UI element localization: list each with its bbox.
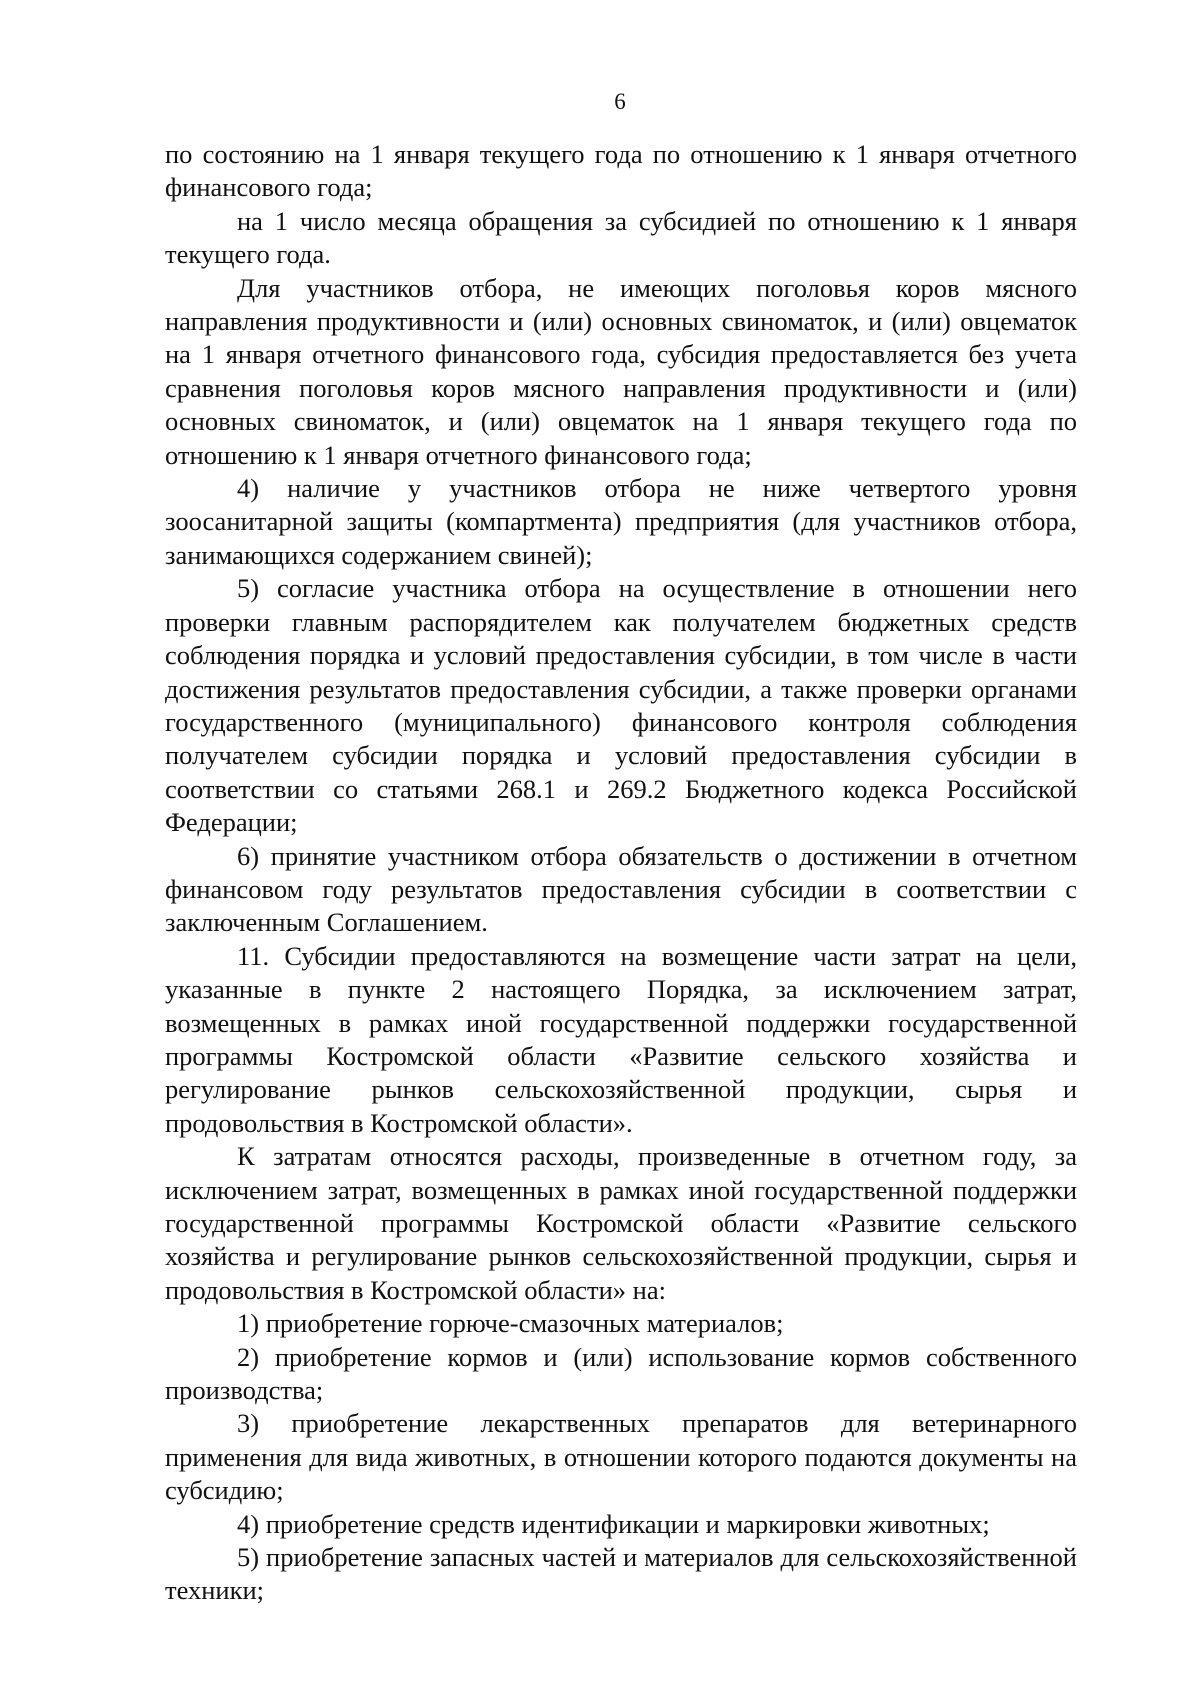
list-item: 3) приобретение лекарственных препаратов для ветеринарного применения для вида животных, в отношении которого подаются документы на субсидию;	[165, 1408, 1077, 1506]
list-item: 1) приобретение горюче-смазочных материалов;	[237, 1308, 784, 1339]
paragraph: Для участников отбора, не имеющих поголовья коров мясного направления продуктивности и (или) основных свиноматок, и (или) овцематок на 1 января отчетного финансового года, субсидия предоставляется без учета сравнения поголовья коров мясного направления продуктивности и (или) основных свиноматок, и (или) овцематок на 1 января текущего года по отношению к 1 января отчетного финансового года;	[165, 272, 1077, 470]
list-item: 5) приобретение запасных частей и материалов для сельскохозяйственной техники;	[165, 1542, 1077, 1606]
paragraph: К затратам относятся расходы, произведенные в отчетном году, за исключением затрат, возмещенных в рамках иной государственной поддержки государственной программы Костромской области «Развитие сельского хозяйства и регулирование рынков сельскохозяйственной продукции, сырья и продовольствия в Костромской области» на:	[165, 1141, 1077, 1305]
list-item: 2) приобретение кормов и (или) использование кормов собственного производства;	[165, 1341, 1077, 1406]
list-item: 5) согласие участника отбора на осуществление в отношении него проверки главным распорядителем как получателем бюджетных средств соблюдения порядка и условий предоставления субсидии, в том числе в части достижения результатов предоставления субсидии, а также проверки органами государственного (муниципального) финансового контроля соблюдения получателем субсидии порядка и условий предоставления субсидии в соответствии со статьями 268.1 и 269.2 Бюджетного кодекса Российской Федерации;	[165, 573, 1077, 838]
clause-11: 11. Субсидии предоставляются на возмещение части затрат на цели, указанные в пункте 2 настоящего Порядка, за исключением затрат, возмещенных в рамках иной государственной поддержки государственной программы Костромской области «Развитие сельского хозяйства и регулирование рынков сельскохозяйственной продукции, сырья и продовольствия в Костромской области».	[165, 940, 1077, 1138]
list-item: 4) приобретение средств идентификации и маркировки животных;	[237, 1508, 990, 1539]
page-number: 6	[614, 89, 626, 114]
list-item: 4) наличие у участников отбора не ниже четвертого уровня зоосанитарной защиты (компартмента) предприятия (для участников отбора, занимающихся содержанием свиней);	[165, 473, 1077, 570]
list-item: 6) принятие участником отбора обязательств о достижении в отчетном финансовом году результатов предоставления субсидии в соответствии с заключенным Соглашением.	[165, 840, 1077, 938]
paragraph: на 1 число месяца обращения за субсидией по отношению к 1 января текущего года.	[165, 205, 1077, 270]
paragraph-continuation: по состоянию на 1 января текущего года по отношению к 1 января отчетного финансового года;	[165, 139, 1077, 203]
document-body	[165, 138, 1077, 1608]
